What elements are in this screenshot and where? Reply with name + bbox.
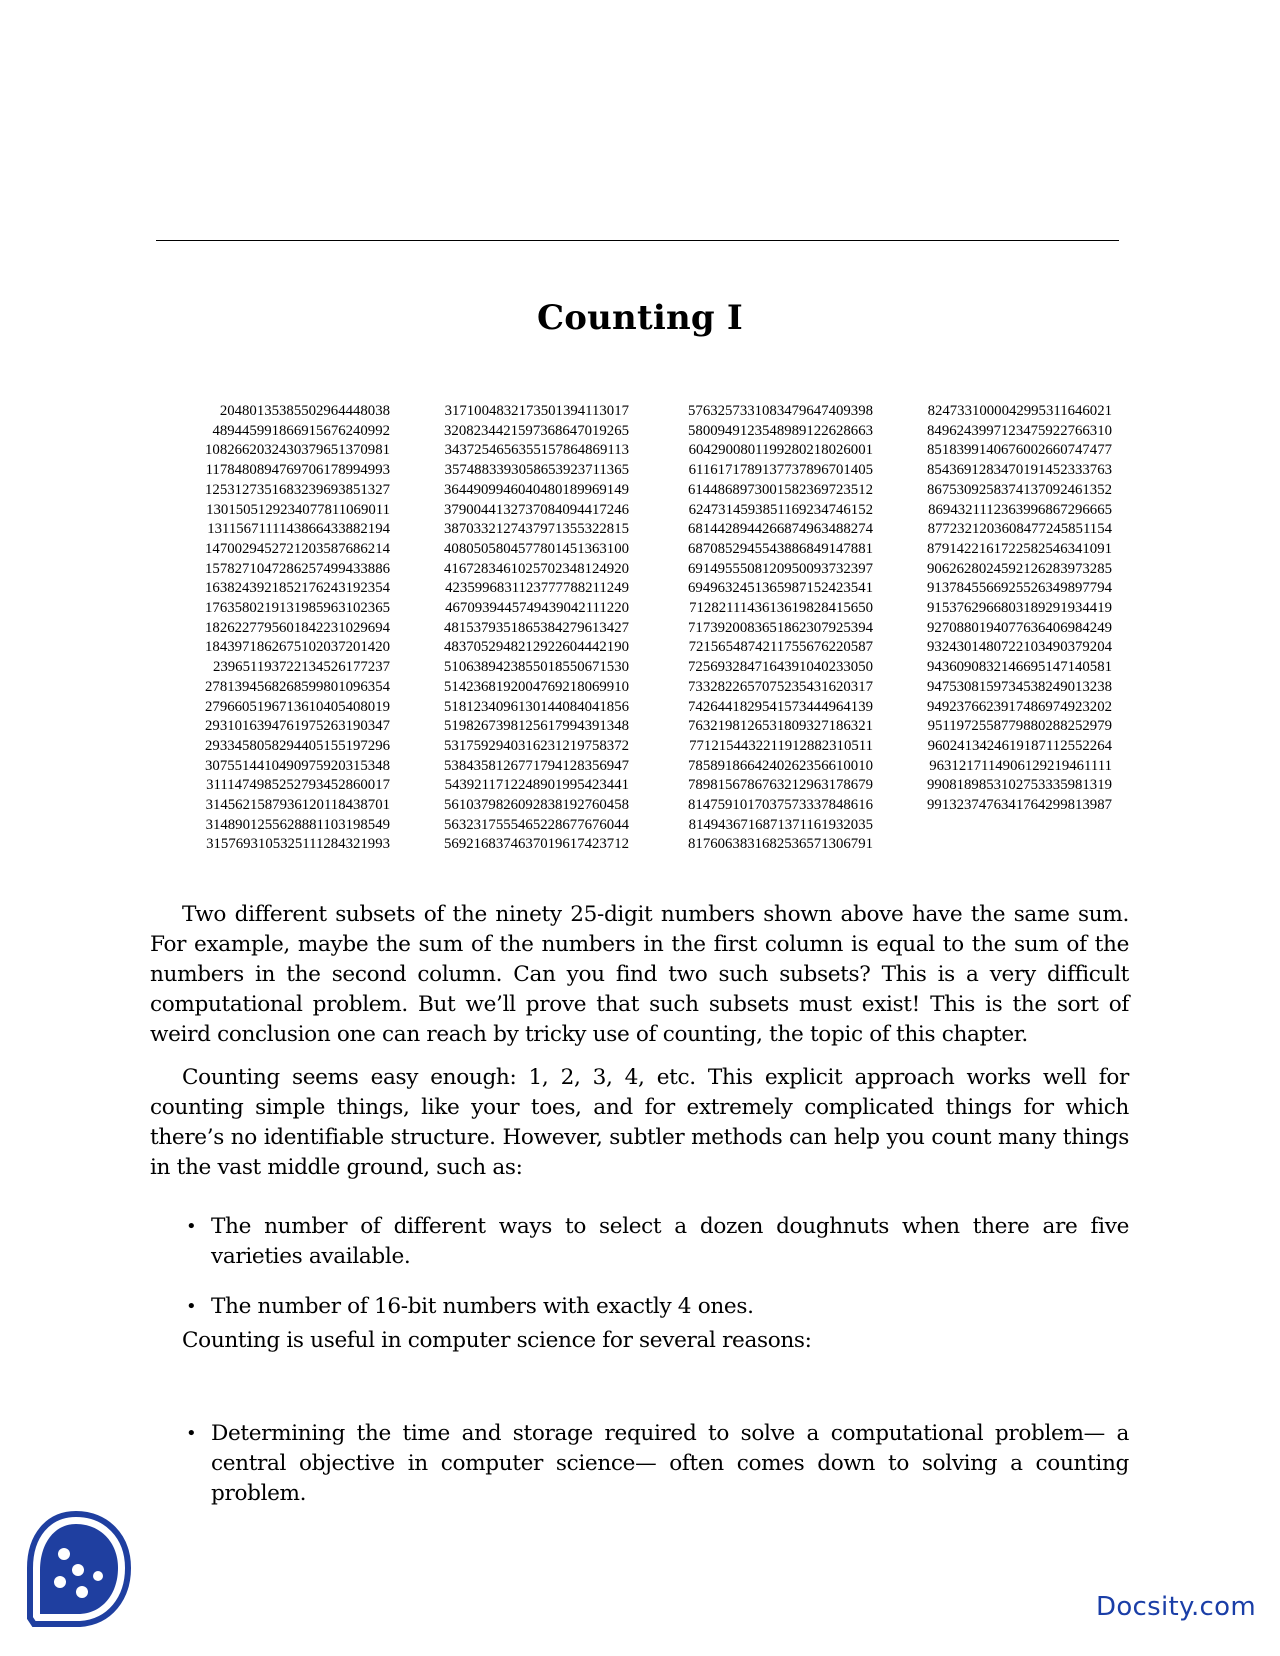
number-cell: 3157693105325111284321993 — [206, 836, 390, 853]
number-cell: 9062628024592126283973285 — [927, 560, 1112, 577]
number-cell: 5198267398125617994391348 — [444, 718, 629, 735]
number-cell: 8176063831682536571306791 — [688, 836, 873, 853]
number-cell: 1253127351683239693851327 — [205, 481, 390, 498]
number-cell: 1470029452721203587686214 — [205, 540, 390, 557]
number-cell: 9475308159734538249013238 — [927, 678, 1112, 695]
number-cell: 7173920083651862307925394 — [688, 619, 873, 636]
intro-paragraph: Two different subsets of the ninety 25-digit numbers shown above have the same sum. For example, maybe the sum of the numbers in the first column is equal to the sum of the numbers in the second column. Can you find two such subsets? This is a very difficult computational problem. But we’ll prove that such subsets must exist! This is the sort of weird conclusion one can reach by tricky use of counting, the topic of this chapter. — [150, 902, 1129, 1047]
number-cell: 2933458058294405155197296 — [205, 737, 390, 754]
examples-list — [180, 1212, 1129, 1322]
number-cell: 3208234421597368647019265 — [444, 422, 629, 439]
number-cell: 5800949123548989122628663 — [688, 422, 873, 439]
number-cell: 1178480894769706178994993 — [205, 462, 390, 479]
number-cell: 8675309258374137092461352 — [927, 481, 1112, 498]
number-cell: 5142368192004769218069910 — [444, 678, 629, 695]
number-cell: 9270880194077636406984249 — [927, 619, 1112, 636]
number-cell: 489445991866915676240992 — [212, 422, 390, 439]
number-cell: 8694321112363996867296665 — [928, 501, 1112, 518]
number-cell: 3644909946040480189969149 — [444, 481, 629, 498]
number-cell: 8147591017037573337848616 — [688, 797, 873, 814]
number-cell: 4837052948212922604442190 — [444, 639, 629, 656]
number-cell: 7712154432211912882310511 — [689, 737, 873, 754]
number-cell: 6144868973001582369723512 — [688, 481, 873, 498]
number-cell: 239651193722134526177237 — [212, 659, 390, 676]
number-cell: 5692168374637019617423712 — [444, 836, 629, 853]
number-cell: 9324301480722103490379204 — [927, 639, 1112, 656]
header-rule — [156, 240, 1119, 241]
number-cell: 8791422161722582546341091 — [927, 540, 1112, 557]
number-column-3 — [633, 402, 873, 855]
counting-paragraph: Counting seems easy enough: 1, 2, 3, 4, etc. This explicit approach works well for counting simple things, like your toes, and for extremely complicated things for which there’s no identifiable structure. However, subtler methods can help you count many things in the vast middle ground, such as: — [150, 1065, 1129, 1180]
number-cell: 5763257331083479647409398 — [688, 403, 873, 419]
number-cell: 3171004832173501394113017 — [444, 403, 629, 419]
number-cell: 5439211712248901995423441 — [444, 777, 629, 794]
number-cell: 7426441829541573444964139 — [688, 698, 873, 715]
list-item — [180, 1292, 1129, 1322]
chapter-title: Counting I — [536, 298, 744, 338]
number-column-1 — [150, 402, 390, 855]
number-cell: 9153762966803189291934419 — [927, 600, 1112, 617]
number-cell: 7332822657075235431620317 — [688, 678, 873, 695]
number-cell: 7632198126531809327186321 — [688, 718, 873, 735]
number-cell: 4670939445749439042111220 — [445, 600, 629, 617]
number-cell: 2796605196713610405408019 — [205, 698, 390, 715]
number-cell: 4815379351865384279613427 — [444, 619, 629, 636]
list-item-text: The number of different ways to select a dozen doughnuts when there are five varieties available. — [211, 1214, 1129, 1269]
number-cell: 3574883393058653923711365 — [444, 462, 629, 479]
number-cell: 9137845566925526349897794 — [927, 580, 1112, 597]
number-cell: 9631217114906129219461111 — [929, 757, 1112, 774]
number-cell: 9511972558779880288252979 — [927, 718, 1112, 735]
number-cell: 7898156786763212963178679 — [688, 777, 873, 794]
number-cell: 3145621587936120118438701 — [205, 797, 390, 814]
number-cell: 6914955508120950093732397 — [688, 560, 873, 577]
number-cell: 2781394568268599801096354 — [205, 678, 390, 695]
number-column-2 — [389, 402, 629, 855]
number-cell: 3075514410490975920315348 — [205, 757, 390, 774]
number-cell: 3148901255628881103198549 — [205, 816, 390, 833]
number-cell: 20480135385502964448038 — [219, 403, 390, 419]
number-cell: 9908189853102753335981319 — [927, 777, 1112, 794]
docsity-link[interactable]: Docsity.com — [1096, 1592, 1256, 1622]
number-cell: 2931016394761975263190347 — [205, 718, 390, 735]
number-cell: 4235996831123777788211249 — [445, 580, 629, 597]
number-cell: 1578271047286257499433886 — [205, 560, 390, 577]
number-cell: 1843971862675102037201420 — [205, 639, 390, 656]
number-cell: 1311567111143866433882194 — [207, 521, 390, 538]
reasons-paragraph: Counting is useful in computer science for several reasons: — [182, 1328, 812, 1353]
number-cell: 7215654874211755676220587 — [688, 639, 873, 656]
number-cell: 4080505804577801451363100 — [444, 540, 629, 557]
list-item-text: Determining the time and storage required to solve a computational problem— a central objective in computer science— often comes down to solving a counting problem. — [211, 1421, 1129, 1506]
number-column-4 — [872, 402, 1112, 816]
number-cell: 5106389423855018550671530 — [444, 659, 629, 676]
number-cell: 6042900801199280218026001 — [688, 442, 873, 459]
bullet-glyph: • — [186, 1296, 197, 1317]
number-cell: 1826227795601842231029694 — [205, 619, 390, 636]
list-item — [180, 1212, 1129, 1272]
number-cell: 7128211143613619828415650 — [689, 600, 873, 617]
number-cell: 6116171789137737896701405 — [688, 462, 873, 479]
number-cell: 8496243997123475922766310 — [927, 422, 1112, 439]
bullet-glyph: • — [186, 1423, 197, 1444]
number-cell: 3437254656355157864869113 — [444, 442, 629, 459]
number-cell: 5610379826092838192760458 — [444, 797, 629, 814]
number-cell: 9492376623917486974923202 — [927, 698, 1112, 715]
list-item-text: The number of 16-bit numbers with exactly 4 ones. — [211, 1294, 754, 1319]
number-cell: 6247314593851169234746152 — [688, 501, 873, 518]
number-cell: 8247331000042995311646021 — [927, 403, 1112, 419]
docsity-logo-icon — [20, 1510, 132, 1628]
number-cell: 6814428944266874963488274 — [688, 521, 873, 538]
reasons-list — [180, 1419, 1129, 1509]
number-cell: 1082662032430379651370981 — [205, 442, 390, 459]
number-cell: 7256932847164391040233050 — [688, 659, 873, 676]
number-cell: 9602413424619187112552264 — [927, 737, 1112, 754]
number-cell: 5317592940316231219758372 — [444, 737, 629, 754]
number-cell: 6870852945543886849147881 — [688, 540, 873, 557]
number-cell: 5384358126771794128356947 — [444, 757, 629, 774]
number-cell: 7858918664240262356610010 — [688, 757, 873, 774]
number-cell: 9913237476341764299813987 — [927, 797, 1112, 814]
number-cell: 1301505129234077811069011 — [206, 501, 390, 518]
number-cell: 1763580219131985963102365 — [205, 600, 390, 617]
number-table — [150, 402, 1125, 862]
number-cell: 1638243921852176243192354 — [205, 580, 390, 597]
number-cell: 8772321203608477245851154 — [927, 521, 1112, 538]
number-cell: 3790044132737084094417246 — [444, 501, 629, 518]
number-cell: 9436090832146695147140581 — [927, 659, 1112, 676]
number-cell: 6949632451365987152423541 — [688, 580, 873, 597]
bullet-glyph: • — [186, 1216, 197, 1237]
number-cell: 3111474985252793452860017 — [206, 777, 390, 794]
list-item — [180, 1419, 1129, 1509]
number-cell: 8149436716871371161932035 — [688, 816, 873, 833]
number-cell: 5181234096130144084041856 — [444, 698, 629, 715]
number-cell: 5632317555465228677676044 — [444, 816, 629, 833]
number-cell: 4167283461025702348124920 — [444, 560, 629, 577]
number-cell: 8518399140676002660747477 — [927, 442, 1112, 459]
number-cell: 3870332127437971355322815 — [444, 521, 629, 538]
number-cell: 8543691283470191452333763 — [927, 462, 1112, 479]
